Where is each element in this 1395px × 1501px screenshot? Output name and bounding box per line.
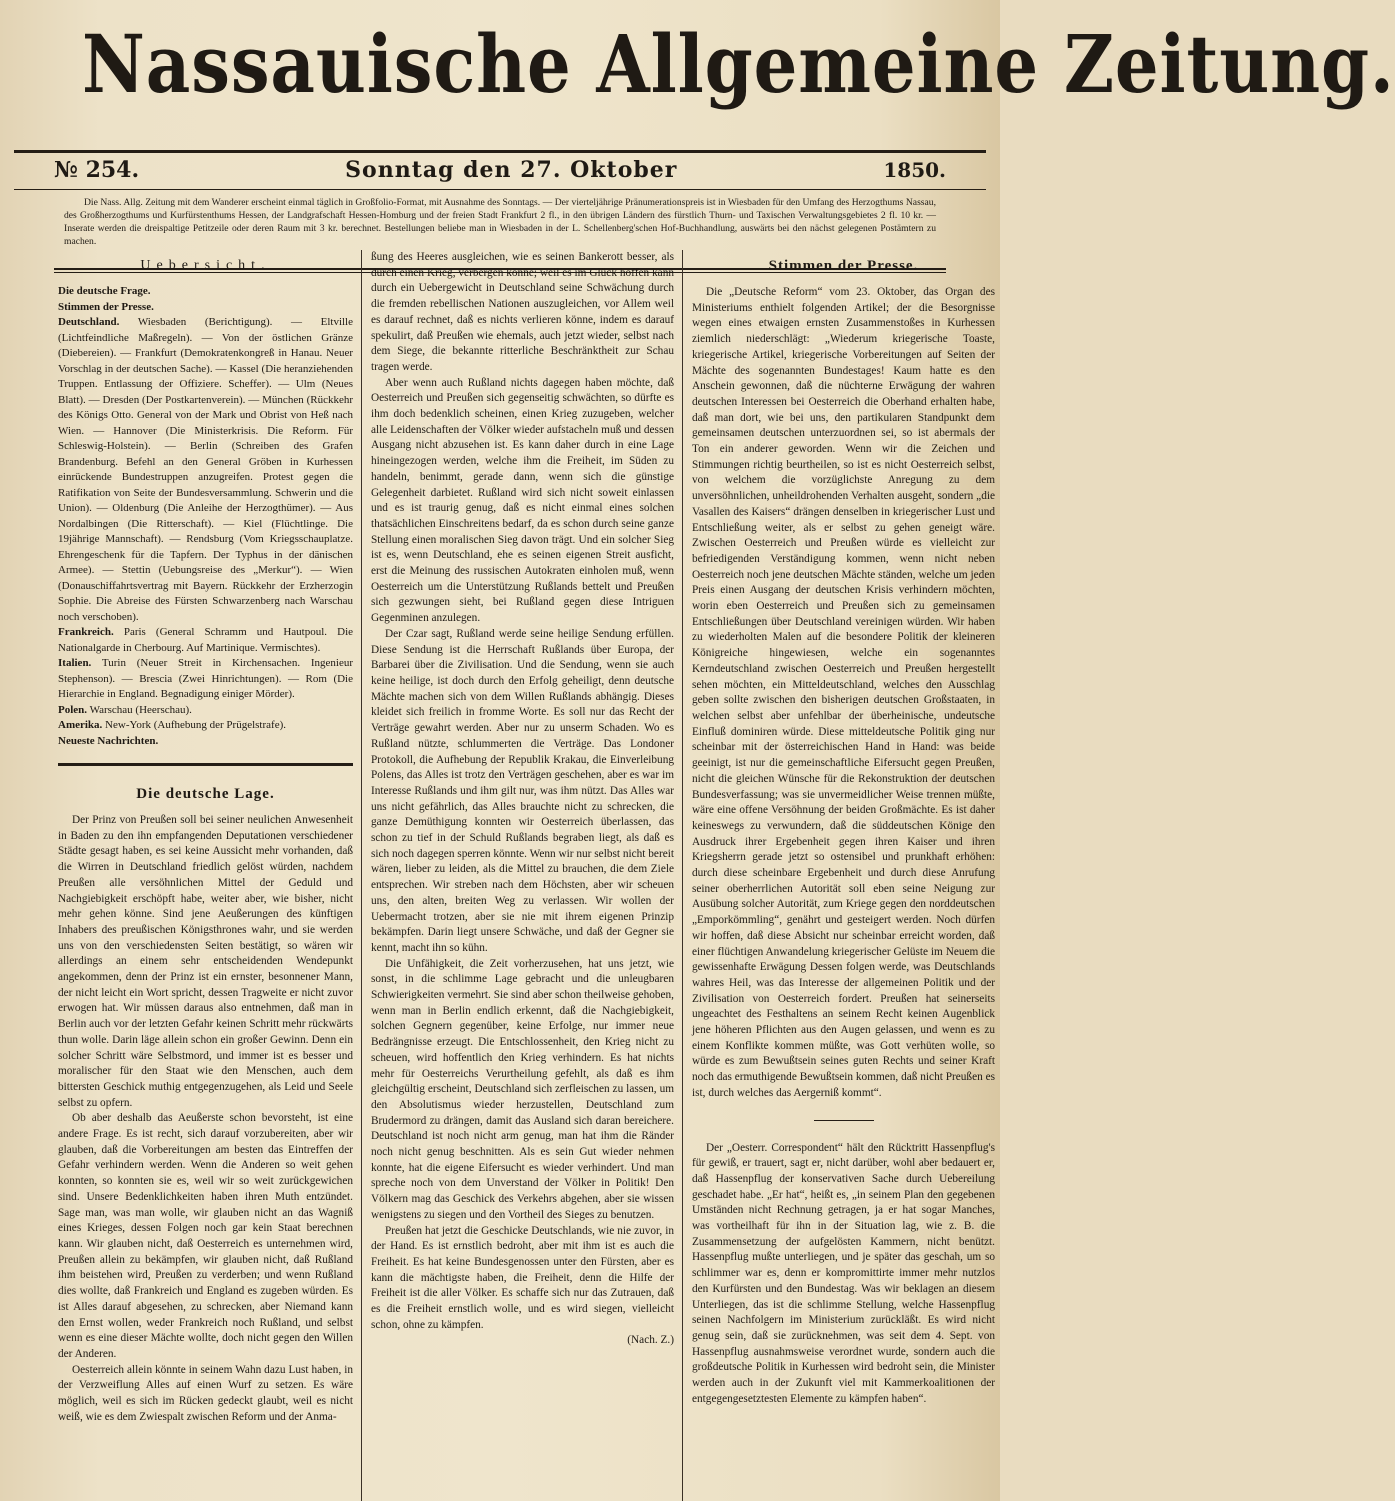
- column-1: [54, 250, 357, 1501]
- issue-year: 1850.: [883, 158, 946, 182]
- article-source: (Nach. Z.): [627, 1333, 674, 1346]
- toc-entry-text: Warschau (Heerschau).: [89, 703, 192, 716]
- article-paragraph: Der Czar sagt, Rußland werde seine heilige Sendung erfüllen. Diese Sendung ist die Herrschaft Rußlands über Europa, der Barbarei über die Zivilisation. Und die Sendung, wenn sie auch keine heilige, ist doch durch den Erfolg geheiligt, denn deutsche Mächte machen sich von dem Willen Rußlands abhängig. Dieses kleidet sich freilich in fromme Worte. Es soll nur das Recht der Verträge gewahrt werden. Aber nur zu unserm Schaden. Wo es Rußland nützte, schlummerten die Verträge. Das Londoner Protokoll, die Aufhebung der Republik Krakau, die Einverleibung Polens, das Alles ist trotz den Verträgen geschehen, aber es war im Interesse Rußlands und ihm gilt nur, was ihm nützt. Das Alles war uns nicht gefährlich, das Alles brauchte nicht zu schrecken, die ganze Demüthigung konnten wir Oesterreich überlassen, das schon zu tief in der Schuld Rußlands begraben liegt, als daß es sich noch dagegen sperren könnte. Wenn wir nur selbst nicht bereit wären, lieber zu leiden, als die Mittel zu brauchen, die dem Ziele entsprechen. Wir streben nach dem Höchsten, aber wir scheuen uns, den alten, breiten Weg zu verlassen. Wir wollen der Uebermacht trotzen, aber sie nie mit ihrem eigenen Prinzip bekämpfen. Darin liegt unsere Schwäche, und daß der Gegner sie kennt, macht ihn so kühn.: [371, 627, 674, 954]
- toc-entry: [58, 656, 353, 703]
- toc-entry-heading: Stimmen der Presse.: [58, 300, 154, 313]
- article-paragraph: Aber wenn auch Rußland nichts dagegen haben möchte, daß Oesterreich und Preußen sich gegenseitig schwächten, so dürfte es ihm doch bedenklich scheinen, einen Krieg zuzugeben, welcher alle Leidenschaften der Völker wieder aufstacheln muß und dessen Ausgang nicht abzusehen ist. Es kann daher durch in eine Lage hineingezogen werden, welche ihm die Freiheit, im Süden zu handeln, benimmt, gerade dann, wenn sich die günstige Gelegenheit darbietet. Rußland wird sich nicht soweit einlassen und es ist traurig genug, daß es nicht einmal eines solchen thatsächlichen Einschreitens bedarf, da es schon durch seine ganze Stellung einen moralischen Sieg davon trägt. Und ein solcher Sieg ist es, wenn Deutschland, ehe es seinen eigenen Streit ausficht, erst die Meinung des russischen Autokraten einholen muß, wenn Oesterreich um die Unterstützung Rußlands bettelt und Preußen sich gezwungen sieht, bei Rußland gegen diese Intriguen Gegenminen anzulegen.: [371, 376, 674, 625]
- toc-entry-heading: Amerika.: [58, 719, 103, 731]
- article-title-deutsche-lage: Die deutsche Lage.: [136, 786, 275, 802]
- article-title-stimmen-der-presse: Stimmen der Presse.: [768, 258, 919, 274]
- toc-entry: [58, 718, 353, 734]
- toc-entry: [58, 315, 353, 625]
- article-separator: [814, 1120, 874, 1121]
- subscription-notice: Die Nass. Allg. Zeitung mit dem Wanderer erscheint einmal täglich in Großfolio-Format, mit Ausnahme des Sonntags. — Der vierteljährige Pränumerationspreis ist in Wiesbaden für den Umfang des Herzogthums Nassau, des Großherzogthums und Kurfürstenthums Hessen, der Landgrafschaft Hessen-Homburg und der freien Stadt Frankfurt 2 fl., in den übrigen Ländern des fürstlich Thurn- und Taxischen Verwaltungsgebietes 2 fl. 10 kr. — Inserate werden die dreispaltige Petitzeile oder deren Raum mit 3 kr. berechnet. Bestellungen beliebe man in Wiesbaden in der L. Schellenberg'schen Hof-Buchhandlung, auswärts bei den nächst gelegenen Postämtern zu machen.: [64, 197, 936, 247]
- masthead-title: Nassauische Allgemeine Zeitung.: [82, 17, 1395, 111]
- article-paragraph: Der „Oesterr. Correspondent“ hält den Rücktritt Hassenpflug's für gewiß, er trauert, sagt er, nicht darüber, wohl aber bedauert er, daß Hassenpflug der konservativen Sache durch Uebereilung geschadet habe. „Er hat“, heißt es, „in seinem Plan den gegebenen Umständen nicht Rechnung getragen, ja er hat sogar Manches, was vortheilhaft für ihn in der Situation lag, wie z. B. die Zusammensetzung der aufgelösten Kammern, nicht benützt. Hassenpflug mußte unterliegen, und je später das geschah, um so schlimmer war es, denn er kompromittirte immer mehr nutzlos den Kurfürsten und den Bundestag. Was wir beklagen an diesem Unterliegen, das ist die schlimme Stellung, welche Hassenpflug seinen Nachfolgern im Ministerium zurückläßt. Es wird nicht genug sein, daß sie zurücknehmen, was seit dem 4. Sept. von Hassenpflug ausnahmsweise verordnet wurde, sondern auch die großdeutsche Politik in Kurhessen wird bedroht sein, die Minister werden auch in der Zukunft viel mit Kammerkoalitionen der entgegengesetztesten Elemente zu kämpfen haben“.: [692, 1141, 995, 1405]
- toc-entry-heading: Frankreich.: [58, 626, 114, 638]
- column-2: [367, 250, 678, 1501]
- toc-entry-heading: Polen.: [58, 703, 88, 716]
- toc-entry: [58, 284, 353, 300]
- dateline: [14, 153, 986, 187]
- column-3: [688, 250, 999, 1501]
- article-paragraph: Ob aber deshalb das Aeußerste schon bevorsteht, ist eine andere Frage. Es ist recht, sich darauf vorzubereiten, aber wir glauben, daß die Vorbereitungen am besten das Eintreffen der Gefahr verhindern werden. Wenn die Anderen so weit gehen konnten, so konnten sie es, weil wir so weit zurückgewichen sind. Unsere Bedenklichkeiten haben ihren Muth entzündet. Sage man, was man wolle, wir glauben nicht an das Wagniß eines Krieges, dessen Folgen noch gar kein Staat berechnen kann. Wir glauben nicht, daß Oesterreich es unternehmen wird, Preußen allein zu bekämpfen, wir glauben nicht, daß Rußland ihm beistehen wird, Preußen zu verderben; und wenn Rußland dies wollte, daß Frankreich und England es zugeben würden. Es ist Alles darauf abgesehen, zu schrecken, aber Niemand kann den Ernst wollen, weder Frankreich noch Rußland, und selbst wenn es eine dieser Mächte wollte, doch nicht gegen den Willen der Anderen.: [58, 1112, 353, 1360]
- toc-entry: [58, 625, 353, 656]
- overview-title: Uebersicht.: [140, 258, 271, 273]
- toc-entry-heading: Deutschland.: [58, 316, 120, 328]
- article-paragraph: Die „Deutsche Reform“ vom 23. Oktober, das Organ des Ministeriums enthielt folgenden Artikel; der die Besorgnisse wegen eines etwaigen ernsten Zusammenstoßes in Kurhessen ziemlich niederschlägt: „Wiederum kriegerische Toaste, kriegerische Artikel, kriegerische Vorbereitungen auf Seiten der Mächte des sogenannten Bundestages! Kaum hatte es den Anschein gewonnen, daß die nüchterne Erwägung der wahren deutschen Interessen bei Oesterreich die Oberhand erhalten habe, daß man dort, wie bei uns, den partikularen Standpunkt dem gemeinsamen deutschen unterzuordnen sei, so ist abermals der Ton ein anderer geworden. Wenn wir die Zeichen und Stimmungen richtig beurtheilen, so ist es nicht Oesterreich selbst, von welchem die vorzüglichste Anregung zu dem unversöhnlichen, unheildrohenden Verhalten ausgeht, sondern „die Vasallen des Kaisers“ drängen denselben in kriegerischer Lust und Entschließung weiter, als er selbst zu gehen geneigt wäre. Zwischen Oesterreich und Preußen würde es vielleicht zur befriedigenden Verständigung kommen, wenn nicht neben Oesterreich noch jene deutschen Mächte ständen, welche um jeden Preis einen Ausgang der deutschen Krisis verhindern möchten, worin eben Oesterreich und Preußen sich zu gemeinsamen Entschließungen über Deutschland vereinigen würden. Wir haben zu wiederholten Malen auf die besondere Politik der kleineren Königreiche hingewiesen, welche ein sogenanntes Kerndeutschland zwischen Oesterreich und Preußen hergestellt sehen möchten, ein Mitteldeutschland, welches den Ausschlag geben sollte zwischen den bisherigen deutschen Großstaaten, in welchen selbst aber unfehlbar der überheinische, undeutsche Einfluß dominiren würde. Diese mitteldeutsche Politik ging nur scheinbar mit der österreichischen Hand in Hand: was beide geeinigt, ist nur die gemeinschaftliche Eifersucht gegen Preußen, nicht die gleichen Wünsche für die Rekonstruktion der deutschen Bundesverfassung; was sie unvermeidlicher Weise trennen müßte, wäre eine offene Versöhnung der beiden Großmächte. Es ist daher keineswegs zu verwundern, daß die süddeutschen Könige den Ausdruck ihrer Ergebenheit gegen ihren Kaiser und ihren Kriegsherrn gerade jetzt so ostensibel und prunkhaft erhöhen: durch diese scheinbare Ergebenheit und durch diese Anrufung seiner oberherrlichen Autorität soll eben seine Neigung zur Ausübung solcher Autorität, zum Kriege gegen den norddeutschen „Emporkömmling“, genährt und gesteigert werden. Noch dürfen wir hoffen, daß diese Absicht nur scheinbar erreicht worden, daß einer flüchtigen Anwandelung kriegerischer Gelüste im Neuem die gewissenhafte Erwägung Dessen folgen werde, was Deutschlands wahres Heil, was das Interesse der allgemeinen Politik und der Zivilisation von Oesterreich fordert. Preußen hat seinerseits ungeachtet des Festhaltens an seinem Recht keinen Augenblick jene höheren Pflichten aus den Augen gelassen, und wenn es zu einem Konflikte kommen müßte, was Gott verhüten wolle, so würde es zum Bewußtsein seines guten Rechts und seiner Kraft noch das ermuthigende Bewußtsein kommen, daß nicht Preußen es ist, durch welches das Aergerniß kommt“.: [692, 286, 995, 1099]
- toc-entry-text: Turin (Neuer Streit in Kirchensachen. Ingenieur Stephenson). — Brescia (Zwei Hinrichtungen). — Rom (Die Hierarchie in England. Begnadigung einiger Mörder).: [58, 657, 353, 700]
- toc-entry-text: New-York (Aufhebung der Prügelstrafe).: [105, 719, 286, 731]
- article-paragraph: Preußen hat jetzt die Geschicke Deutschlands, wie nie zuvor, in der Hand. Es ist ernstlich bedroht, aber mit ihm ist es auch die Freiheit. Es hat keine Bundesgenossen unter den Fürsten, aber es kann die mächtigste haben, die Freiheit, denn die Hilfe der Freiheit ist die aller Völker. Es schaffe sich nur das Zutrauen, daß es die Freiheit ernstlich wolle, und es wird siegen, vielleicht schon, ohne zu kämpfen.: [371, 1224, 674, 1331]
- toc-entry-text: Wiesbaden (Berichtigung). — Eltville (Lichtfeindliche Maßregeln). — Von der östlichen Gränze (Diebereien). — Frankfurt (Demokratenkongreß in Hanau. Neuer Vorschlag in der deutschen Sache). — Kassel (Die heranziehenden Truppen. Entlassung der Offiziere. Scheffer). — Ulm (Neues Blatt). — Dresden (Der Postkartenverein). — München (Rückkehr des Königs Otto. General von der Mark und Obrist von Heß nach Wien. — Hannover (Die Ministerkrisis. Die Reform. Für Schleswig-Holstein). — Berlin (Schreiben des Grafen Brandenburg. Befehl an den General Gröben in Kurhessen einrückende Bundestruppen anzugreifen. Protest gegen die Ratifikation von Seite der Bundesversammlung. Schwerin und die Union). — Oldenburg (Die Anleihe der Herzogthümer). — Aus Nordalbingen (Die Ritterschaft). — Kiel (Flüchtlinge. Die 19jährige Mannschaft). — Rendsburg (Vom Kriegsschauplatze. Ehrengeschenk für die Tapfern. Der Typhus in der dänischen Armee). — Stettin (Uebungsreise des „Merkur“). — Wien (Donauschiffahrtsvertrag mit Bayern. Rückkehr der Erzherzogin Sophie. Die Abreise des Fürsten Schwarzenberg nach Warschau noch verschoben).: [58, 316, 353, 623]
- toc-entry: [58, 734, 353, 750]
- toc-entry-heading: Die deutsche Frage.: [58, 285, 151, 297]
- article-paragraph: Der Prinz von Preußen soll bei seiner neulichen Anwesenheit in Baden zu den ihn empfangenden Deputationen verschiedener Städte gesagt haben, es sei keine Aussicht mehr vorhanden, daß die Wirren in Deutschland friedlich gelöst würden, nachdem Preußen alle versöhnlichen Mittel der Geduld und Nachgiebigkeit erschöpft habe, weiter aber, wie bisher, nicht mehr gehen könne. Sind jene Aeußerungen des künftigen Inhabers des preußischen Königsthrones wahr, und sie werden uns von den verschiedensten Seiten bestätigt, so wären wir allerdings an einem sehr entscheidenden Wendepunkt angekommen, denn der Prinz ist ein ernster, besonnener Mann, der nicht leicht ein Wort spricht, dessen Tragweite er nicht zuvor erwogen hat. Wir müssen daraus also entnehmen, daß man in Berlin auch vor der letzten Gefahr keinen Schritt mehr rückwärts thun wolle. Darin läge allein schon ein großer Gewinn. Denn ein solcher Schritt wäre Selbstmord, und immer ist es besser und moralischer für den Staat wie den Menschen, auch dem bittersten Geschick muthig entgegenzugehen, als Leid und Seele selbst zu opfern.: [58, 814, 353, 1109]
- article-paragraph: Die Unfähigkeit, die Zeit vorherzusehen, hat uns jetzt, wie sonst, in die schlimme Lage gebracht und die unleugbaren Schwierigkeiten vermehrt. Sie sind aber schon theilweise gehoben, wenn man in Berlin endlich erkennt, daß die Nachgiebigkeit, solchen Gegnern gegenüber, keine Erfolge, nur immer neue Bedrängnisse erzeugt. Die Entschlossenheit, den Krieg nicht zu scheuen, wird hoffentlich den Krieg verhindern. Es hat nichts mehr für Oesterreichs Verurtheilung gefehlt, als daß es ihm gleichgültig erscheint, Deutschland sich zerfleischen zu lassen, um den Absolutismus wieder herzustellen, Deutschland zum Brudermord zu drängen, damit das Ausland sich daran bereichere. Deutschland ist noch nicht arm genug, man hat ihm die Ränder noch nicht genug beschnitten. Als es sein Gut wieder nehmen konnte, hat die eigene Eifersucht es wieder verhindert. Und man spreche noch von dem Unverstand der Völker in Politik! Den Völkern mag das Geschick des Verkehrs abgehen, aber sie wissen wenigstens zu siegen und den Vortheil des Sieges zu benutzen.: [371, 957, 674, 1221]
- issue-number: № 254.: [54, 157, 140, 183]
- article-paragraph: Oesterreich allein könnte in seinem Wahn dazu Lust haben, in der Verzweiflung Alles auf einen Wurf zu setzen. Es wäre möglich, weil es sich im Rücken gedeckt glaubt, weil es nicht weiß, wie es dem Zwiespalt zwischen Reform und der Anma-: [58, 1363, 353, 1423]
- article-columns: [54, 250, 995, 1501]
- toc-entry-heading: Neueste Nachrichten.: [58, 734, 159, 747]
- table-of-contents: [58, 284, 353, 749]
- section-divider: [58, 763, 353, 766]
- toc-entry: [58, 703, 353, 719]
- toc-entry-heading: Italien.: [58, 657, 92, 669]
- toc-entry-text: Paris (General Schramm und Hautpoul. Die Nationalgarde in Cherbourg. Auf Martinique. Vermischtes).: [58, 626, 354, 654]
- toc-entry: [58, 300, 353, 316]
- issue-date: Sonntag den 27. Oktober: [345, 157, 678, 183]
- article-paragraph: ßung des Heeres ausgleichen, wie es seinen Bankerott besser, als durch einen Krieg, verbergen könne; weil es im Glück hoffen kann durch ein Uebergewicht in Deutschland seine Schwächung durch die fremden rebellischen Nationen auszugleichen, vor Allem weil es darauf rechnet, daß es nichts verlieren könne, indem es darauf spekulirt, daß Preußen wie ehemals, auch jetzt wieder, selbst nach dem Siege, die bekannte ritterliche Beschränktheit zur Schau tragen werde.: [371, 251, 674, 373]
